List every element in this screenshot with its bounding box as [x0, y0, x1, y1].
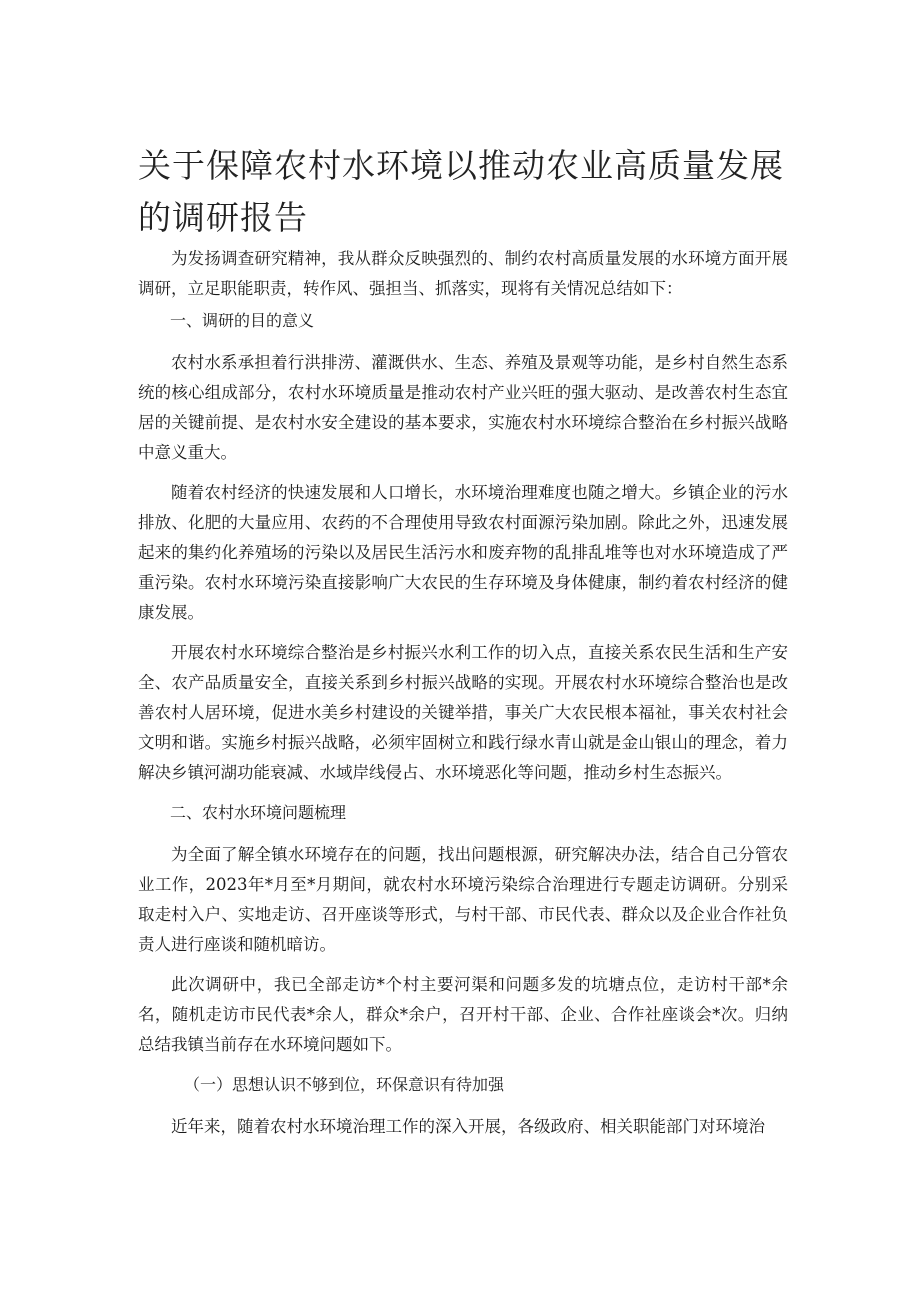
subsection-heading-awareness: （一）思想认识不够到位，环保意识有待加强: [184, 1075, 505, 1094]
document-body: [138, 244, 788, 1152]
intro-paragraph: 为发扬调查研究精神，我从群众反映强烈的、制约农村高质量发展的水环境方面开展调研，立足职能职责，转作风、强担当、抓落实，现将有关情况总结如下：: [138, 249, 788, 298]
body-paragraph: 此次调研中，我已全部走访*个村主要河渠和问题多发的坑塘点位，走访村干部*余名，随机走访市民代表*余人，群众*余户，召开村干部、企业、合作社座谈会*次。归纳总结我镇当前存在水环境问题如下。: [138, 975, 788, 1054]
body-paragraph: 农村水系承担着行洪排涝、灌溉供水、生态、养殖及景观等功能，是乡村自然生态系统的核心组成部分，农村水环境质量是推动农村产业兴旺的强大驱动、是改善农村生态宜居的关键前提、是农村水安全建设的基本要求，实施农村水环境综合整治在乡村振兴战略中意义重大。: [138, 353, 788, 462]
document-title: 关于保障农村水环境以推动农业高质量发展的调研报告: [138, 146, 784, 237]
section-heading-issues: 二、农村水环境问题梳理: [170, 803, 347, 822]
body-paragraph: 为全面了解全镇水环境存在的问题，找出问题根源，研究解决办法，结合自己分管农业工作，2023年*月至*月期间，就农村水环境污染综合治理进行专题走访调研。分别采取走村入户、实地走访、召开座谈等形式，与村干部、市民代表、群众以及企业合作社负责人进行座谈和随机暗访。: [138, 845, 788, 954]
section-heading-purpose: 一、调研的目的意义: [170, 311, 315, 330]
body-paragraph: 随着农村经济的快速发展和人口增长，水环境治理难度也随之增大。乡镇企业的污水排放、化肥的大量应用、农药的不合理使用导致农村面源污染加剧。除此之外，迅速发展起来的集约化养殖场的污染以及居民生活污水和废弃物的乱排乱堆等也对水环境造成了严重污染。农村水环境污染直接影响广大农民的生存环境及身体健康，制约着农村经济的健康发展。: [138, 483, 788, 622]
body-paragraph: 近年来，随着农村水环境治理工作的深入开展，各级政府、相关职能部门对环境治: [171, 1117, 765, 1136]
body-paragraph: 开展农村水环境综合整治是乡村振兴水利工作的切入点，直接关系农民生活和生产安全、农产品质量安全，直接关系到乡村振兴战略的实现。开展农村水环境综合整治也是改善农村人居环境，促进水美乡村建设的关键举措，事关广大农民根本福祉，事关农村社会文明和谐。实施乡村振兴战略，必须牢固树立和践行绿水青山就是金山银山的理念，着力解决乡镇河湖功能衰减、水域岸线侵占、水环境恶化等问题，推动乡村生态振兴。: [138, 643, 788, 782]
